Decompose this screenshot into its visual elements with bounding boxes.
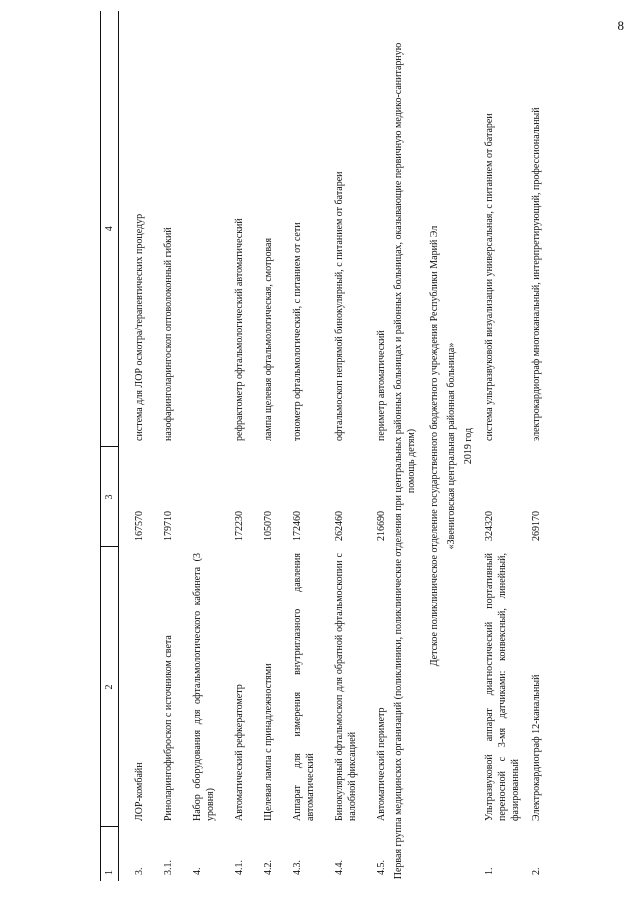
row-number: 4.4. [334, 860, 345, 875]
section-title-row [390, 11, 420, 881]
table-row [361, 11, 390, 881]
row-number: 2. [531, 867, 542, 875]
row-code: 172230 [234, 511, 245, 541]
table-row [477, 11, 524, 881]
table-row [524, 11, 545, 881]
row-code: 216690 [376, 511, 387, 541]
row-description: периметр автоматический [376, 330, 387, 441]
table-row [177, 11, 219, 881]
row-number: 4.1. [234, 860, 245, 875]
row-description: рефрактометр офтальмологический автоматический [234, 218, 245, 441]
row-number: 1. [484, 867, 495, 875]
org-name-line-1: Детское поликлиническое отделение государственного бюджетного учреждения Республики Марий Эл [429, 225, 440, 667]
equipment-table [100, 11, 545, 881]
row-description: система ультразвуковой визуализации универсальная, с питанием от батареи [484, 113, 495, 441]
row-description: назофаринголарингоскоп оптоволоконный гибкий [163, 227, 174, 441]
year-label-row [460, 11, 477, 881]
table-row [219, 11, 248, 881]
table-row [319, 11, 361, 881]
section-title: Первая группа медицинских организаций (поликлиники, поликлинические отделения при центральных районных больницах и районных больницах, оказывающие первичную медико-санитарную помощь детям) [393, 42, 417, 880]
row-code: 179710 [163, 511, 174, 541]
row-name: ЛОР-комбайн [134, 762, 145, 821]
table-row [277, 11, 319, 881]
row-code: 262460 [334, 511, 345, 541]
row-number: 4.3. [292, 860, 303, 875]
year-label: 2019 год [463, 427, 474, 465]
row-description: лампа щелевая офтальмологическая, смотровая [263, 237, 274, 441]
row-number: 4.5. [376, 860, 387, 875]
row-code: 172460 [292, 511, 303, 541]
header-col-2: 2 [101, 547, 119, 827]
header-row [101, 11, 119, 881]
row-name: Ультразвуковой аппарат диагностический портативный переносной с 3-мя датчиками: конвексный, линейный, фазированный [484, 553, 521, 821]
row-code: 324320 [484, 511, 495, 541]
row-description [177, 11, 219, 447]
row-name: Щелевая лампа с принадлежностями [263, 663, 274, 821]
table-row [148, 11, 177, 881]
header-col-3: 3 [101, 447, 119, 547]
row-number: 4. [192, 867, 203, 875]
page-number: 8 [617, 18, 624, 33]
row-name: Электрокардиограф 12-канальный [531, 674, 542, 821]
row-code: 269170 [531, 511, 542, 541]
row-name: Бинокулярный офтальмоскоп для обратной офтальмоскопии с налобной фиксацией [334, 553, 358, 821]
row-code [177, 447, 219, 547]
row-name: Автоматический периметр [376, 707, 387, 821]
row-name: Риноларингофиброскоп с источником света [163, 635, 174, 821]
row-description: электрокардиограф многоканальный, интерпретирующий, профессиональный [531, 107, 542, 441]
table-row [119, 11, 149, 881]
org-name-line-2-row [443, 11, 460, 881]
row-number: 3. [134, 867, 145, 875]
row-description: офтальмоскоп непрямой бинокулярный, с питанием от батареи [334, 171, 345, 441]
row-number: 4.2. [263, 860, 274, 875]
table-row [248, 11, 277, 881]
row-code: 105070 [263, 511, 274, 541]
row-number: 3.1. [163, 860, 174, 875]
row-code: 167570 [134, 511, 145, 541]
row-name: Автоматический рефкератометр [234, 684, 245, 821]
row-name: Набор оборудования для офтальмологического кабинета (3 уровня) [192, 553, 216, 821]
header-col-1: 1 [101, 827, 119, 881]
row-description: система для ЛОР осмотра/терапевтических процедур [134, 213, 145, 441]
org-name-line-1-row [420, 11, 443, 881]
row-name: Аппарат для измерения внутриглазного давления автоматический [292, 553, 316, 821]
row-description: тонометр офтальмологический, с питанием от сети [292, 222, 303, 441]
header-col-4: 4 [101, 11, 119, 447]
org-name-line-2: «Звениговская центральная районная больница» [446, 342, 457, 550]
